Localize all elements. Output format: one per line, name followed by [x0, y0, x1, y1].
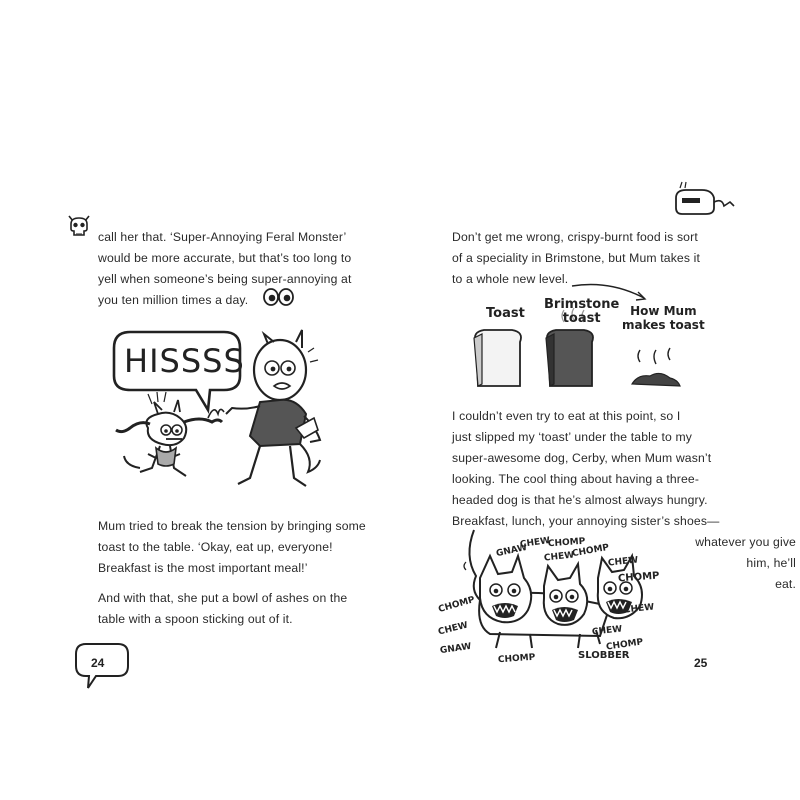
- right-page: [400, 0, 800, 800]
- sound-effect: CHEW: [607, 555, 639, 569]
- text-line: I couldn’t even try to eat at this point, so I: [452, 409, 681, 423]
- sound-effect: CHOMP: [605, 637, 644, 653]
- sound-effect: CHEW: [591, 624, 623, 638]
- sound-effect: CHEW: [519, 535, 551, 551]
- text-line: Mum tried to break the tension by bringing some: [98, 519, 366, 533]
- brimstone-label-line: toast: [562, 311, 601, 326]
- text-line: table with a spoon sticking out of it.: [98, 612, 293, 626]
- text-line: toast to the table. ‘Okay, eat up, everyone!: [98, 540, 333, 554]
- sound-effect: GNAW: [495, 542, 529, 560]
- text-line: And with that, she put a bowl of ashes on the: [98, 591, 348, 605]
- left-paragraph-2: [98, 516, 366, 579]
- text-line: super-awesome dog, Cerby, when Mum wasn’t: [452, 451, 712, 465]
- text-line: Don’t get me wrong, crispy-burnt food is sort: [452, 230, 698, 244]
- toast-label: Toast: [486, 306, 525, 321]
- text-line: yell when someone’s being super-annoying at: [98, 272, 352, 286]
- skull-icon: [64, 212, 94, 240]
- sound-effect: CHOMP: [617, 570, 660, 585]
- sound-effect: CHOMP: [437, 595, 476, 615]
- mum-label-line: How Mum: [630, 304, 697, 318]
- text-line: of a speciality in Brimstone, but Mum takes it: [452, 251, 701, 265]
- googly-eyes-icon: [262, 286, 296, 308]
- mum-toast-label: [622, 304, 705, 332]
- sound-effect: CHOMP: [571, 542, 610, 560]
- sound-effect: CHEW: [543, 550, 575, 564]
- text-line: Breakfast is the most important meal!’: [98, 561, 308, 575]
- text-line: headed dog is that he’s almost always hungry.: [452, 493, 708, 507]
- page-number-left: 24: [91, 656, 105, 670]
- text-line: looking. The cool thing about having a three-: [452, 472, 700, 486]
- left-paragraph-3: [98, 588, 347, 630]
- text-line: to a whole new level.: [452, 272, 569, 286]
- text-line: whatever you give: [695, 535, 796, 549]
- text-line: call her that. ‘Super-Annoying Feral Monster’: [98, 230, 347, 244]
- page-number-right: 25: [694, 656, 708, 670]
- brimstone-label-line: Brimstone: [544, 297, 620, 312]
- speech-bubble-text: HISSSS: [124, 342, 245, 380]
- right-paragraph-2-tail: [695, 532, 796, 595]
- brimstone-toast-label: [544, 298, 619, 326]
- text-line: him, he’ll: [746, 556, 796, 570]
- right-paragraph-2: [452, 406, 719, 532]
- text-line: you ten million times a day.: [98, 293, 249, 307]
- sound-effect: CHEW: [623, 602, 655, 616]
- sound-effect: SLOBBER: [578, 650, 630, 661]
- sound-effect: CHOMP: [497, 652, 536, 666]
- text-line: just slipped my ‘toast’ under the table to my: [452, 430, 693, 444]
- left-paragraph-1: [98, 227, 352, 311]
- text-line: eat.: [775, 577, 796, 591]
- text-line: would be more accurate, but that’s too long to: [98, 251, 352, 265]
- slipper-icon: [672, 180, 742, 222]
- text-line: Breakfast, lunch, your annoying sister’s shoes—: [452, 514, 720, 528]
- sound-effect: CHOMP: [547, 536, 586, 550]
- mum-label-line: makes toast: [622, 318, 705, 332]
- sound-effect: GNAW: [439, 641, 472, 657]
- sound-effect: CHEW: [437, 620, 469, 638]
